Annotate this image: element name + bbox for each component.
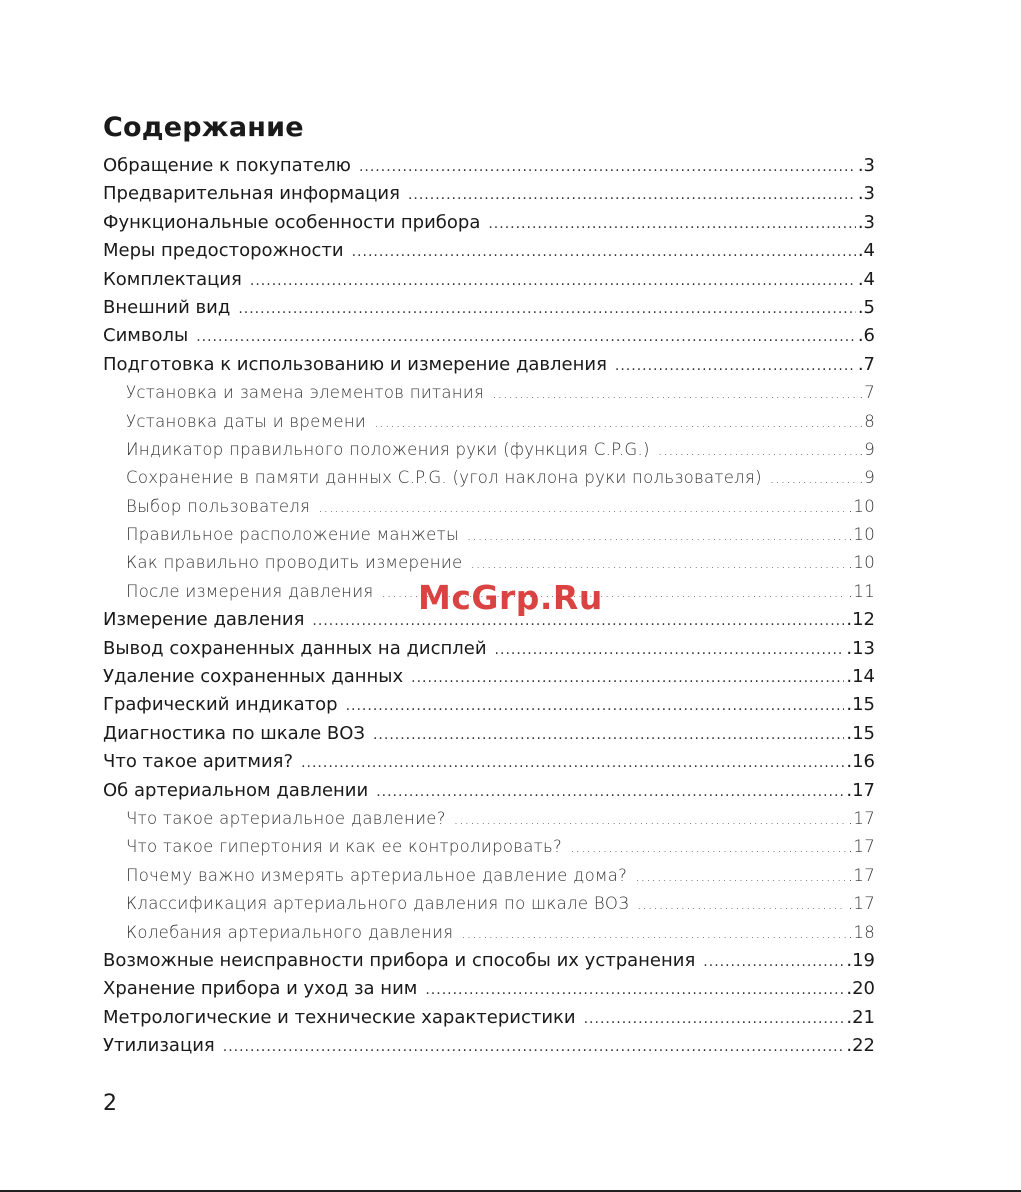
toc-entry-title: Удаление сохраненных данных <box>103 666 404 688</box>
toc-dot-leader <box>408 181 856 209</box>
toc-entry[interactable] <box>103 606 875 634</box>
toc-entry-page: .4 <box>857 240 875 262</box>
toc-dot-leader <box>223 1033 845 1061</box>
toc-entry-title: Функциональные особенности прибора <box>103 211 481 233</box>
toc-subentry[interactable] <box>103 549 875 577</box>
toc-entry-title: Правильное расположение манжеты <box>126 525 459 545</box>
toc-entry-title: Хранение прибора и уход за ним <box>103 978 418 1000</box>
toc-entry-title: Что такое аритмия? <box>103 751 294 773</box>
toc-dot-leader <box>492 380 857 408</box>
toc-entry-title: Метрологические и технические характеристики <box>103 1006 576 1028</box>
toc-entry-page: .3 <box>857 155 875 176</box>
toc-entry[interactable] <box>103 975 875 1003</box>
toc-entry[interactable] <box>103 266 875 294</box>
toc-entry[interactable] <box>103 947 875 975</box>
toc-entry-title: Меры предосторожности <box>103 240 344 262</box>
toc-entry-page: .11 <box>847 581 875 601</box>
toc-entry-page: .19 <box>846 949 875 971</box>
toc-dot-leader <box>250 267 856 295</box>
toc-entry-page: .15 <box>846 694 875 716</box>
toc-subentry[interactable] <box>103 436 875 464</box>
toc-entry[interactable] <box>103 691 875 719</box>
toc-entry-page: .16 <box>846 751 875 773</box>
toc-entry-page: .17 <box>847 808 875 828</box>
toc-dot-leader <box>374 409 857 437</box>
toc-dot-leader <box>411 664 844 692</box>
toc-entry-title: Утилизация <box>103 1035 215 1057</box>
toc-dot-leader <box>454 806 846 834</box>
toc-entry[interactable] <box>103 663 875 691</box>
toc-entry[interactable] <box>103 351 875 379</box>
toc-entry-page: .3 <box>857 211 875 233</box>
toc-dot-leader <box>301 749 844 777</box>
toc-entry-page: .9 <box>858 468 875 488</box>
toc-entry-title: Почему важно измерять артериальное давление дома? <box>126 865 628 885</box>
toc-entry[interactable] <box>103 322 875 350</box>
toc-entry[interactable] <box>103 237 875 265</box>
toc-entry-page: .10 <box>847 496 875 516</box>
toc-dot-leader <box>381 579 845 607</box>
toc-subentry[interactable] <box>103 919 875 947</box>
toc-entry-page: .22 <box>846 1035 875 1057</box>
toc-dot-leader <box>425 976 844 1004</box>
toc-entry-page: .20 <box>846 978 875 1000</box>
toc-dot-leader <box>318 494 846 522</box>
toc-entry-title: Графический индикатор <box>103 694 338 716</box>
toc-entry-title: Установка и замена элементов питания <box>126 383 485 403</box>
toc-dot-leader <box>346 692 845 720</box>
toc-subentry[interactable] <box>103 890 875 918</box>
toc-entry-title: Вывод сохраненных данных на дисплей <box>103 637 487 659</box>
toc-dot-leader <box>635 863 846 891</box>
toc-subentry[interactable] <box>103 833 875 861</box>
toc-entry-title: Об артериальном давлении <box>103 779 369 801</box>
toc-subentry[interactable] <box>103 379 875 407</box>
toc-dot-leader <box>615 352 856 380</box>
toc-entry[interactable] <box>103 777 875 805</box>
toc-dot-leader <box>376 778 844 806</box>
toc-list <box>103 152 875 1061</box>
toc-entry-page: .18 <box>847 922 875 942</box>
toc-dot-leader <box>470 550 845 578</box>
toc-entry[interactable] <box>103 720 875 748</box>
toc-entry-page: .3 <box>857 183 875 205</box>
toc-entry-title: Выбор пользователя <box>126 496 311 516</box>
watermark-text: McGrp.Ru <box>418 578 603 617</box>
toc-entry-title: Подготовка к использованию и измерение давления <box>103 353 607 375</box>
toc-entry[interactable] <box>103 748 875 776</box>
toc-entry-page: .17 <box>846 779 875 801</box>
toc-subentry[interactable] <box>103 805 875 833</box>
toc-dot-leader <box>352 238 856 266</box>
toc-dot-leader <box>770 465 857 493</box>
toc-entry-page: .8 <box>858 411 875 431</box>
toc-entry-title: Сохранение в памяти данных C.P.G. (угол наклона руки пользователя) <box>126 468 762 488</box>
toc-dot-leader <box>461 920 846 948</box>
toc-entry-page: .7 <box>858 383 875 403</box>
toc-dot-leader <box>488 210 855 238</box>
toc-entry-title: Измерение давления <box>103 609 305 631</box>
toc-entry-page: .9 <box>858 439 875 459</box>
toc-dot-leader <box>359 153 856 181</box>
toc-entry-page: .7 <box>857 353 875 375</box>
toc-subentry[interactable] <box>103 464 875 492</box>
toc-entry-page: .5 <box>857 296 875 318</box>
toc-entry[interactable] <box>103 294 875 322</box>
toc-subentry[interactable] <box>103 408 875 436</box>
toc-entry-page: .12 <box>846 609 875 631</box>
table-of-contents <box>103 108 875 1061</box>
toc-entry-title: Символы <box>103 325 189 347</box>
toc-entry[interactable] <box>103 635 875 663</box>
toc-entry-title: Комплектация <box>103 268 242 290</box>
toc-entry-title: Предварительная информация <box>103 183 400 205</box>
toc-entry[interactable] <box>103 152 875 180</box>
toc-dot-leader <box>584 1005 845 1033</box>
toc-dot-leader <box>658 437 857 465</box>
toc-subentry[interactable] <box>103 493 875 521</box>
toc-entry[interactable] <box>103 180 875 208</box>
toc-dot-leader <box>196 323 856 351</box>
toc-dot-leader <box>637 891 846 919</box>
toc-entry-title: Индикатор правильного положения руки (функция C.P.G.) <box>126 439 650 459</box>
toc-dot-leader <box>373 721 844 749</box>
toc-entry-page: .10 <box>847 525 875 545</box>
toc-entry-title: Установка даты и времени <box>126 411 367 431</box>
toc-entry-page: .10 <box>847 553 875 573</box>
toc-entry-page: .14 <box>846 666 875 688</box>
toc-dot-leader <box>703 948 844 976</box>
toc-entry-title: Обращение к покупателю <box>103 155 351 176</box>
toc-entry-title: Как правильно проводить измерение <box>126 553 463 573</box>
toc-dot-leader <box>495 636 845 664</box>
page-title: Содержание <box>103 112 304 143</box>
toc-entry-title: Внешний вид <box>103 296 231 318</box>
toc-entry-page: .4 <box>857 268 875 290</box>
toc-entry[interactable] <box>103 1032 875 1060</box>
page-number: 2 <box>103 1091 117 1116</box>
toc-entry-title: Классификация артериального давления по шкале ВОЗ <box>126 894 630 914</box>
toc-subentry[interactable] <box>103 862 875 890</box>
toc-entry-title: Что такое артериальное давление? <box>126 808 446 828</box>
toc-entry[interactable] <box>103 1004 875 1032</box>
toc-entry-title: Колебания артериального давления <box>126 922 454 942</box>
toc-subentry[interactable] <box>103 521 875 549</box>
toc-entry-title: После измерения давления <box>126 581 374 601</box>
toc-dot-leader <box>570 834 846 862</box>
toc-entry[interactable] <box>103 209 875 237</box>
toc-dot-leader <box>467 522 846 550</box>
toc-entry-page: .13 <box>846 637 875 659</box>
toc-entry-page: .17 <box>847 894 875 914</box>
toc-entry-title: Что такое гипертония и как ее контролировать? <box>126 837 563 857</box>
toc-dot-leader <box>312 607 844 635</box>
toc-entry-page: .15 <box>846 722 875 744</box>
toc-entry-page: .17 <box>847 837 875 857</box>
toc-dot-leader <box>238 295 856 323</box>
toc-entry-page: .6 <box>857 325 875 347</box>
toc-entry-page: .17 <box>847 865 875 885</box>
toc-entry-title: Диагностика по шкале ВОЗ <box>103 722 365 744</box>
toc-entry-title: Возможные неисправности прибора и способы их устранения <box>103 949 696 971</box>
toc-subentry[interactable] <box>103 578 875 606</box>
toc-entry-page: .21 <box>846 1006 875 1028</box>
